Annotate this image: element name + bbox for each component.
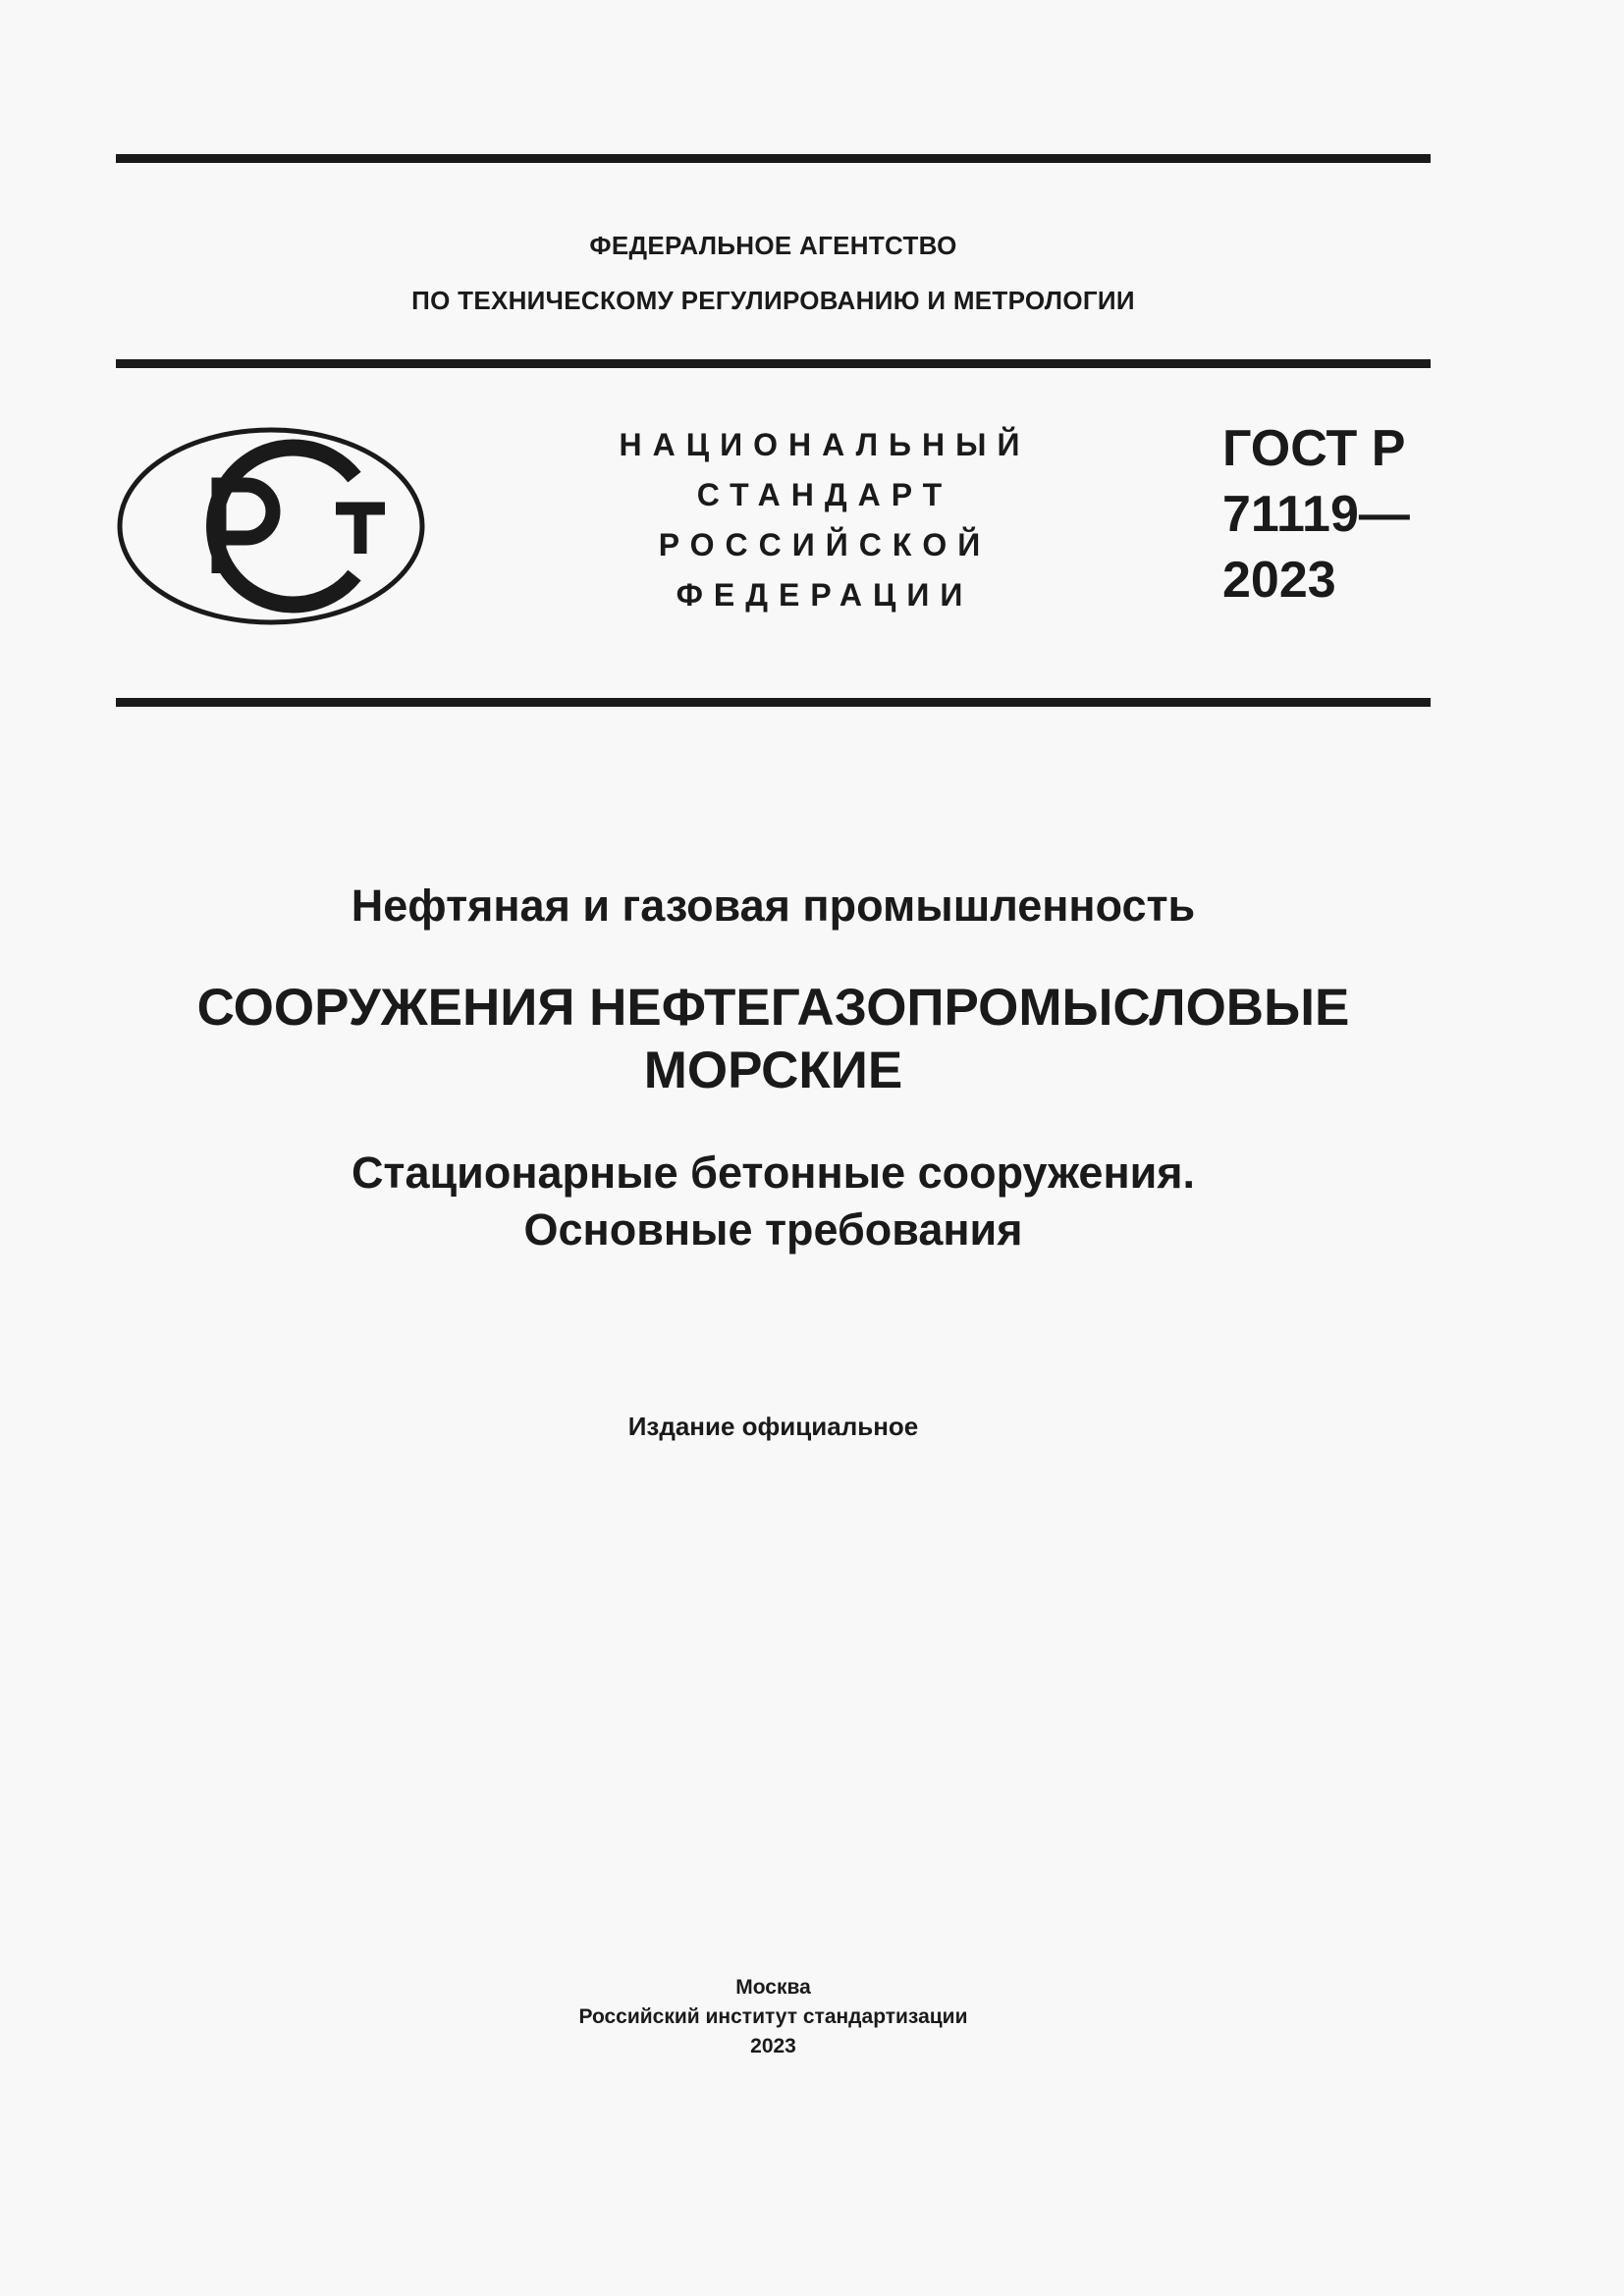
top-rule <box>116 154 1431 163</box>
agency-line-1: ФЕДЕРАЛЬНОЕ АГЕНТСТВО <box>589 231 957 260</box>
subtitle <box>116 1145 1431 1258</box>
standard-type-line-2: СТАНДАРТ <box>696 477 953 512</box>
designation-line-2: 71119— <box>1222 486 1410 543</box>
agency-divider-rule <box>116 359 1431 368</box>
standard-designation <box>1222 416 1410 614</box>
main-title-line-1: СООРУЖЕНИЯ НЕФТЕГАЗОПРОМЫСЛОВЫЕ <box>196 979 1350 1037</box>
imprint-block <box>116 1973 1431 2061</box>
subtitle-line-2: Основные требования <box>523 1204 1023 1255</box>
main-title-line-2: МОРСКИЕ <box>643 1041 903 1099</box>
standard-type-block <box>550 420 1100 620</box>
subtitle-line-1: Стационарные бетонные сооружения. <box>351 1148 1196 1198</box>
imprint-city: Москва <box>735 1976 811 1999</box>
standard-type-line-1: НАЦИОНАЛЬНЫЙ <box>619 427 1031 462</box>
agency-header <box>116 218 1431 328</box>
industry-title: Нефтяная и газовая промышленность <box>351 881 1196 931</box>
standard-type-line-4: ФЕДЕРАЦИИ <box>676 577 974 613</box>
imprint-publisher: Российский институт стандартизации <box>578 2005 968 2028</box>
rst-certification-mark-icon <box>115 426 427 626</box>
imprint-year: 2023 <box>750 2035 796 2057</box>
main-title <box>116 977 1431 1102</box>
designation-line-3: 2023 <box>1222 552 1336 609</box>
agency-line-2: ПО ТЕХНИЧЕСКОМУ РЕГУЛИРОВАНИЮ И МЕТРОЛОГИИ <box>411 286 1135 315</box>
standard-type-line-3: РОССИЙСКОЙ <box>658 527 992 562</box>
edition-note: Издание официальное <box>627 1412 919 1441</box>
header-bottom-rule <box>116 698 1431 707</box>
designation-line-1: ГОСТ Р <box>1222 420 1406 477</box>
